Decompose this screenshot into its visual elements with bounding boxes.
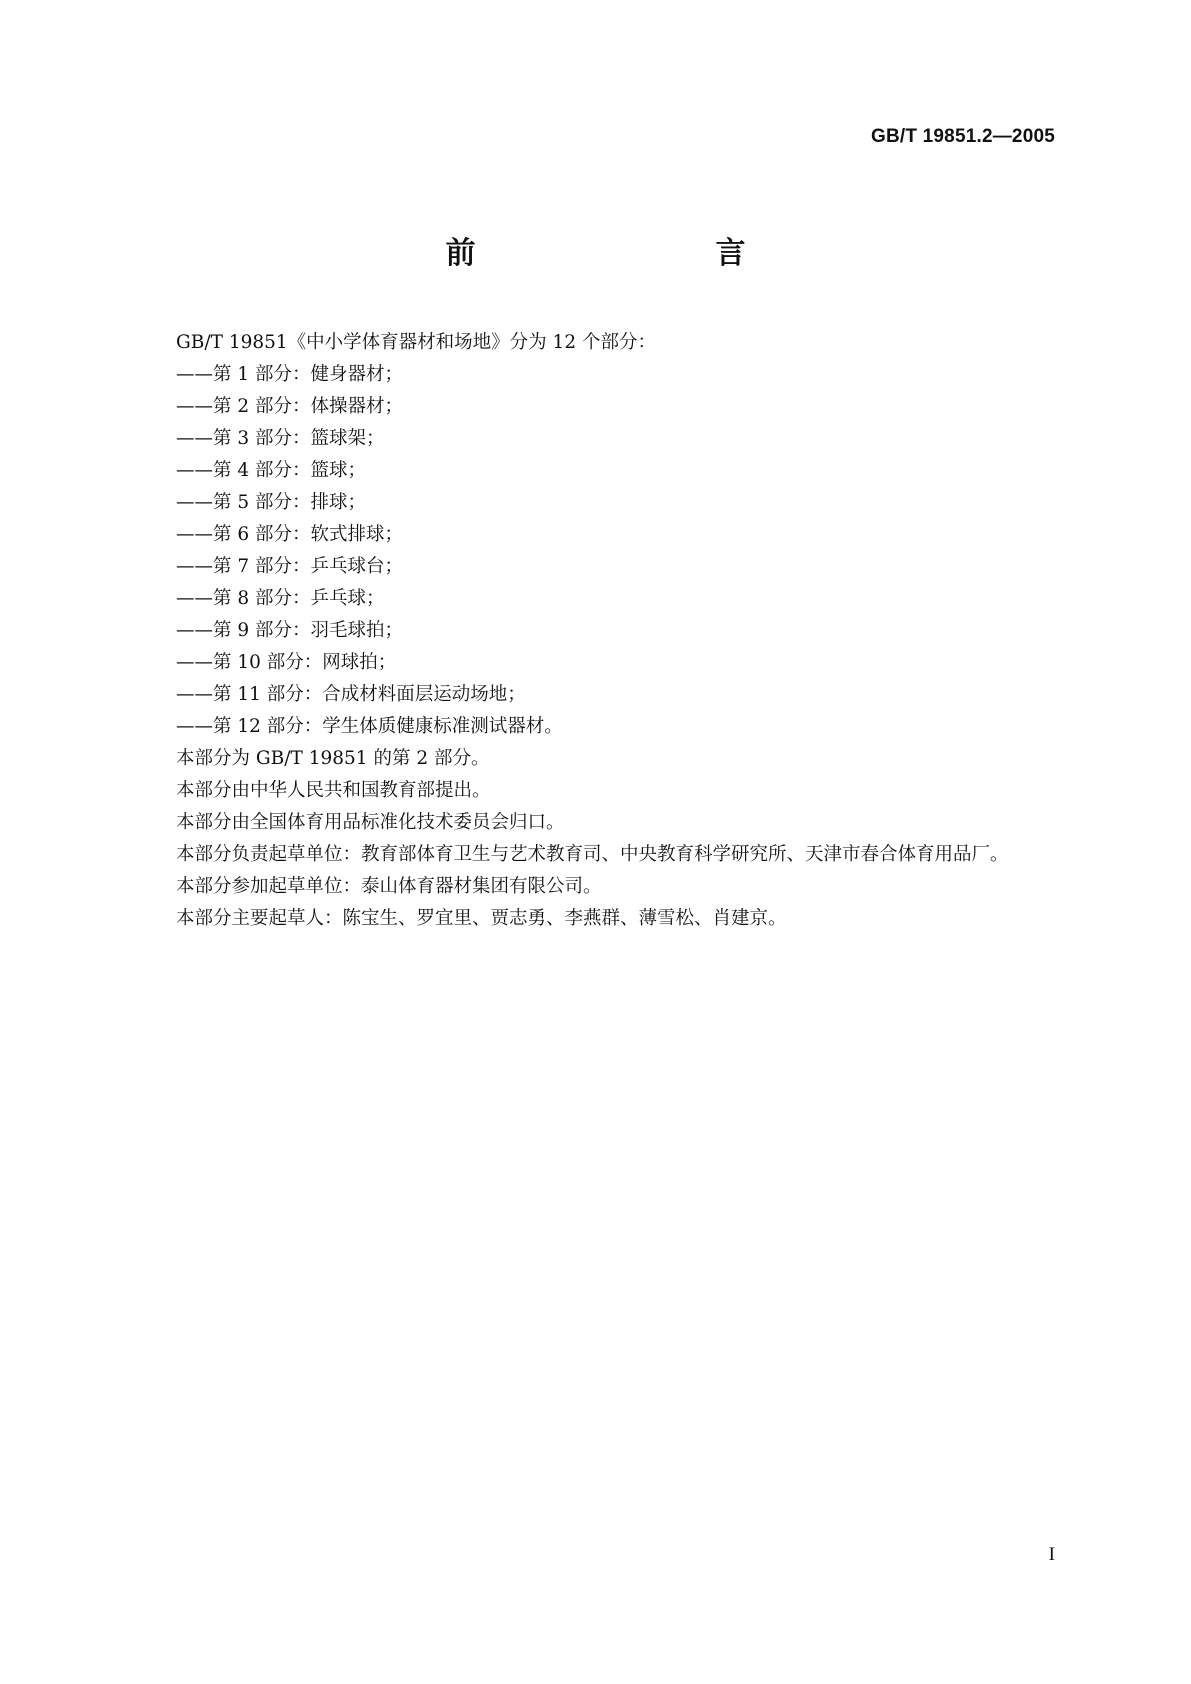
part-item: ——第 9 部分：羽毛球拍； bbox=[176, 620, 404, 641]
foreword-body bbox=[136, 327, 1057, 935]
document-code: GB/T 19851.2—2005 bbox=[870, 126, 1055, 147]
part-item: ——第 2 部分：体操器材； bbox=[176, 396, 404, 417]
part-item: ——第 5 部分：排球； bbox=[176, 492, 367, 513]
paragraph-proposer: 本部分由中华人民共和国教育部提出。 bbox=[176, 780, 491, 801]
part-item: ——第 4 部分：篮球； bbox=[176, 460, 367, 481]
part-item: ——第 7 部分：乒乓球台； bbox=[176, 556, 404, 577]
paragraph-committee: 本部分由全国体育用品标准化技术委员会归口。 bbox=[176, 812, 565, 833]
part-item: ——第 10 部分：网球拍； bbox=[176, 652, 397, 673]
part-item: ——第 12 部分：学生体质健康标准测试器材。 bbox=[176, 716, 563, 737]
page-number: I bbox=[1048, 1544, 1055, 1565]
part-item: ——第 6 部分：软式排球； bbox=[176, 524, 404, 545]
part-item: ——第 1 部分：健身器材； bbox=[176, 364, 404, 385]
paragraph-participating-unit: 本部分参加起草单位：泰山体育器材集团有限公司。 bbox=[176, 876, 602, 897]
part-item: ——第 11 部分：合成材料面层运动场地； bbox=[176, 684, 526, 705]
paragraph-part-number: 本部分为 GB/T 19851 的第 2 部分。 bbox=[176, 748, 490, 769]
intro-paragraph: GB/T 19851《中小学体育器材和场地》分为 12 个部分： bbox=[176, 332, 656, 353]
page-title: 前 言 bbox=[445, 236, 806, 271]
paragraph-drafters: 本部分主要起草人：陈宝生、罗宜里、贾志勇、李燕群、薄雪松、肖建京。 bbox=[176, 908, 787, 929]
part-item: ——第 8 部分：乒乓球； bbox=[176, 588, 385, 609]
part-item: ——第 3 部分：篮球架； bbox=[176, 428, 385, 449]
paragraph-drafting-units: 本部分负责起草单位：教育部体育卫生与艺术教育司、中央教育科学研究所、天津市春合体育用品厂。 bbox=[176, 844, 1009, 865]
